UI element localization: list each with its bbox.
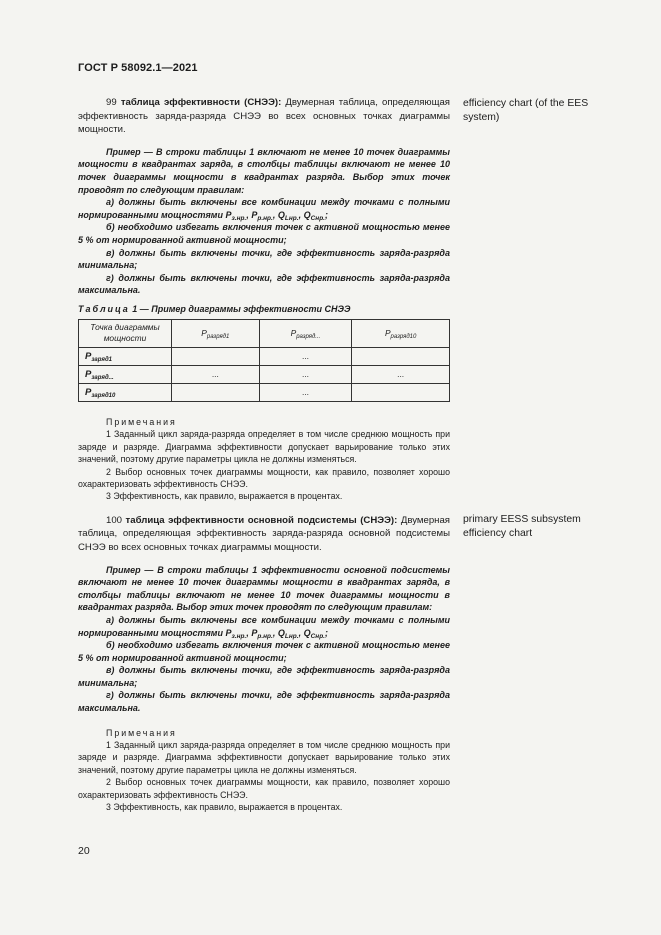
example-rule-b: б) необходимо избегать включения точек с активной мощностью менее 5 % от нормированной активной мощности; [78,222,450,245]
term-number: 100 [106,514,123,526]
table-cell: ... [352,365,450,383]
example-rule-a: а) должны быть включены все комбинации между точками с полными нормированными мощностями $P_{з.нр.}$, $P_{р.нр.}$, $Q_{Lнр.}$, $Q_{Снр.}$; [78,197,450,222]
english-term-100: primary EESS subsystem efficiency chart [463,514,581,539]
term-definition: Двумерная таблица, определяющая эффективность заряда-разряда СНЭЭ во всех основных точках диаграммы мощности. [78,97,451,136]
example-lead: Пример — В строки таблицы 1 включают не менее 10 точек диаграммы мощности в квадрантах заряда, в столбцы таблицы включают не менее 10 точек диаграммы мощности в квадрантах разряда. Выбор этих точек проводят по следующим правилам: [78,146,450,195]
example-rule-a: а) должны быть включены все комбинации между точками с полными нормированными мощностями $P_{з.нр.}$, $P_{р.нр.}$, $Q_{Lнр.}$, $Q_{Снр.}$; [78,614,450,640]
table-cell: ... [259,383,352,401]
note-3: 3 Эффективность, как правило, выражается в процентах. [106,491,343,502]
table-cell: ... [172,365,260,383]
table-row [79,347,450,365]
term-entry-99 [78,96,450,137]
note-2: 2 Выбор основных точек диаграммы мощности, как правило, позволяет хорошо охарактеризовать эффективность СНЭЭ. [78,777,450,800]
page-number: 20 [78,845,90,857]
column-header: $P_{разряд10}$ [352,319,450,347]
column-header: $P_{разряд...}$ [259,319,352,347]
efficiency-table [78,319,450,402]
row-header: $P_{заряд...}$ [79,365,172,383]
example-rule-d: г) должны быть включены точки, где эффективность заряда-разряда максимальна. [78,272,450,296]
term-entry-100 [78,514,450,555]
table-cell [352,383,450,401]
table-cell [352,347,450,365]
term-definition: Двумерная таблица, определяющая эффективность заряда-разряда основной подсистемы СНЭЭ во всех основных точках диаграммы мощности. [78,514,450,553]
table-corner-header: Точка диаграммы мощности [79,319,172,347]
note-1: 1 Заданный цикл заряда-разряда определяет в том числе среднюю мощность при заряде и разряде. Диаграмма эффективности допускает варьирование только этих значений, поэтому другие параметры цикла не должны изменяться. [78,740,450,775]
table-row [79,383,450,401]
example-rule-d: г) должны быть включены точки, где эффективность заряда-разряда максимальна. [78,690,450,714]
term-title: таблица эффективности (СНЭЭ): [120,97,282,108]
main-column [78,96,450,814]
table-cell [172,383,260,401]
note-2: 2 Выбор основных точек диаграммы мощности, как правило, позволяет хорошо охарактеризовать эффективность СНЭЭ. [78,466,450,489]
term-title: таблица эффективности основной подсистемы (СНЭЭ): [125,514,398,526]
table-cell [172,347,260,365]
table-cell: ... [259,347,352,365]
example-rule-c: в) должны быть включены точки, где эффективность заряда-разряда минимальна; [78,247,450,271]
column-header: $P_{разряд1}$ [172,319,260,347]
notes-heading: Примечания [106,416,177,427]
english-term-99: efficiency chart (of the EES system) [463,98,589,123]
standard-header: ГОСТ Р 58092.1—2021 [78,62,198,74]
table-cell: ... [259,365,352,383]
example-rule-b: б) необходимо избегать включения точек с активной мощностью менее 5 % от нормированной активной мощности; [78,640,450,663]
notes-heading: Примечания [106,727,177,738]
note-3: 3 Эффективность, как правило, выражается в процентах. [106,802,343,813]
row-header: $P_{заряд10}$ [79,383,172,401]
term-number: 99 [106,97,117,108]
row-header: $P_{заряд1}$ [79,347,172,365]
example-rule-c: в) должны быть включены точки, где эффективность заряда-разряда минимальна; [78,665,450,688]
table-caption: Таблица 1 — Пример диаграммы эффективности СНЭЭ [78,303,351,314]
table-row [79,365,450,383]
example-lead: Пример — В строки таблицы 1 эффективности основной подсистемы включают не менее 10 точек диаграммы мощности в квадрантах заряда, в столбцы таблицы включают не менее 10 точек диаграммы мощности в квадрантах разряда. Выбор этих точек проводят по следующим правилам: [78,564,450,613]
note-1: 1 Заданный цикл заряда-разряда определяет в том числе среднюю мощность при заряде и разряде. Диаграмма эффективности допускает варьирование только этих значений, поэтому другие параметры цикла не должны изменяться. [78,429,450,465]
